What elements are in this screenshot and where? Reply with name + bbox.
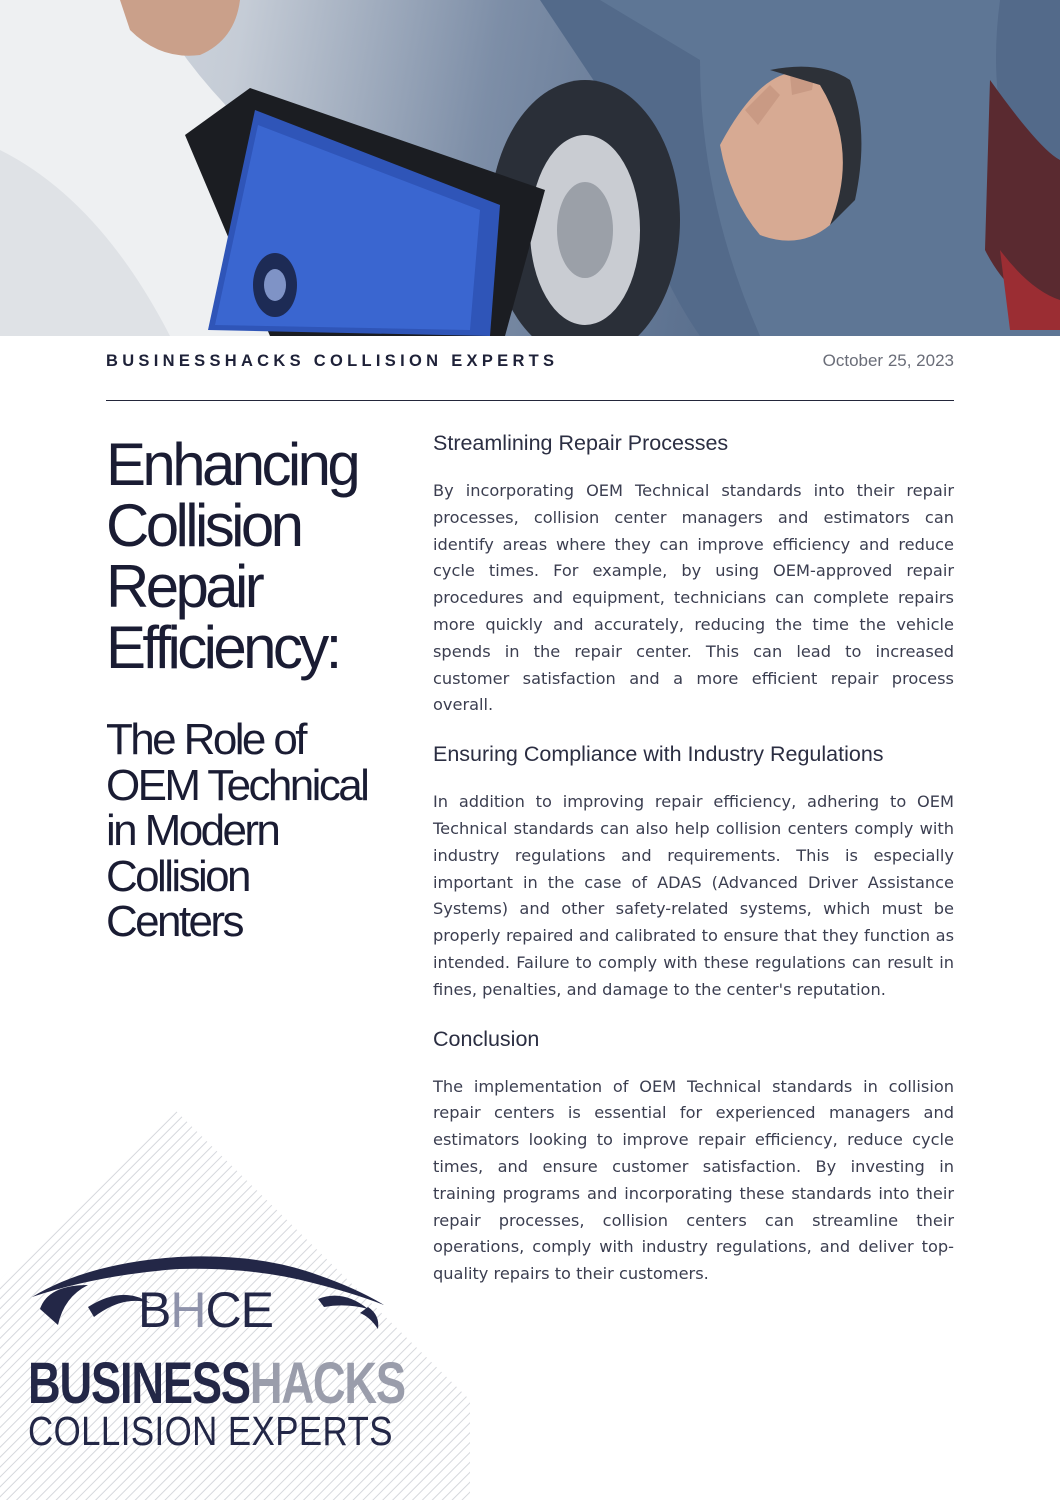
section-heading-conclusion: Conclusion bbox=[433, 1026, 540, 1051]
header-divider bbox=[106, 400, 954, 401]
title-column bbox=[106, 431, 406, 946]
main-title: Enhancing Collision Repair Efficiency: bbox=[106, 431, 358, 681]
logo-letters-ce: CE bbox=[205, 1282, 273, 1338]
brand-name: BUSINESSHACKS COLLISION EXPERTS bbox=[106, 352, 559, 370]
section-heading-compliance: Ensuring Compliance with Industry Regulations bbox=[433, 742, 884, 767]
publish-date: October 25, 2023 bbox=[822, 351, 954, 370]
logo-word-business: BUSINESS bbox=[28, 1351, 250, 1416]
header-row bbox=[106, 348, 954, 378]
section-body-compliance: In addition to improving repair efficiency, adhering to OEM Technical standards can also help collision centers comply with industry regulations and requirements. This is especially important in the case of ADAS (Advanced Driver Assistance Systems) and other safety-related systems, which must be properly repaired and calibrated to ensure that they function as intended. Failure to comply with these regulations can result in fines, penalties, and damage to the center's reputation. bbox=[433, 792, 954, 999]
logo-letter-h: H bbox=[170, 1282, 206, 1338]
section-body-streamlining: By incorporating OEM Technical standards into their repair processes, collision center managers and estimators can identify areas where they can improve efficiency and reduce cycle times. For example, by using OEM-approved repair procedures and equipment, technicians can complete repairs more quickly and accurately, reducing the time the vehicle spends in the repair center. This can lead to increased customer satisfaction and a more efficient repair process overall. bbox=[433, 481, 954, 715]
logo-word-hacks: HACKS bbox=[249, 1351, 405, 1416]
sub-title: The Role of OEM Technical in Modern Collision Centers bbox=[106, 715, 368, 946]
article-column bbox=[433, 428, 954, 1288]
logo-tagline: COLLISION EXPERTS bbox=[28, 1408, 393, 1454]
hero-illustration bbox=[0, 0, 1060, 336]
logo-letter-b: B bbox=[138, 1282, 171, 1338]
section-heading-streamlining: Streamlining Repair Processes bbox=[433, 431, 729, 455]
logo-wordmark bbox=[28, 1351, 405, 1416]
logo-monogram bbox=[138, 1280, 273, 1340]
section-body-conclusion: The implementation of OEM Technical standards in collision repair centers is essential for experienced managers and estimators looking to improve repair efficiency, reduce cycle times, and ensure customer satisfaction. By investing in training programs and incorporating these standards into their repair processes, collision centers can streamline their operations, comply with industry regulations, and deliver top-quality repairs to their customers. bbox=[433, 1076, 954, 1284]
hero-photo bbox=[0, 0, 1060, 336]
